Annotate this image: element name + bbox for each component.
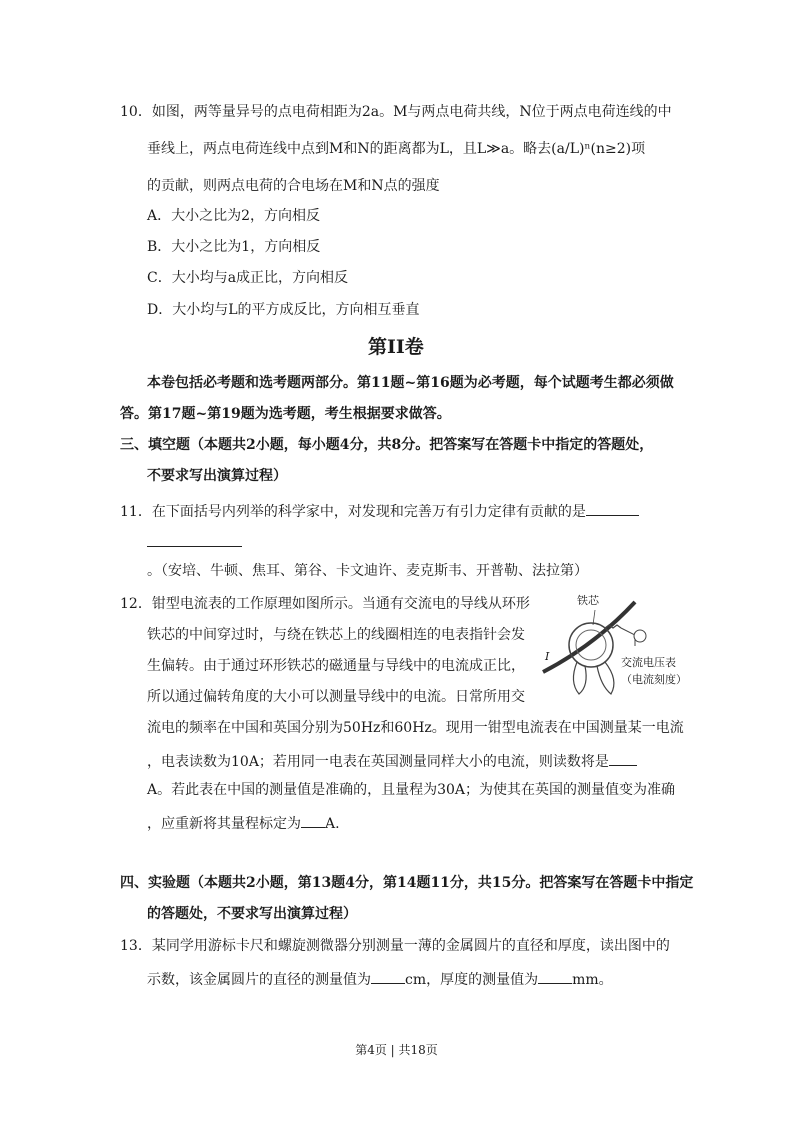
meter-lead	[621, 628, 635, 646]
q12-text-7: A。若此表在中国的测量值是准确的，且量程为30A；为使其在英国的测量值变为准确	[147, 782, 676, 798]
q12-line-1	[120, 594, 530, 614]
q11-text-1: 在下面括号内列举的科学家中，对发现和完善万有引力定律有贡献的是	[151, 504, 586, 520]
part3-heading-2: 不要求写出演算过程）	[147, 468, 287, 484]
q13-answer-blank-2[interactable]	[538, 967, 572, 984]
part3-heading-1: 三、填空题（本题共2小题，每小题4分，共8分。把答案写在答题卡中指定的答题处，	[120, 437, 654, 453]
section-intro-2: 答。第17题~第19题为选考题，考生根据要求做答。	[120, 406, 451, 422]
q11-line-1	[120, 499, 639, 522]
q12-line-6	[147, 749, 637, 772]
q12-text-4: 所以通过偏转角度的大小可以测量导线中的电流。日常所用交	[147, 689, 525, 705]
q10-option-d: D．大小均与L的平方成反比，方向相互垂直	[147, 302, 420, 318]
q10-text-2: 垂线上，两点电荷连线中点到M和N的距离都为L，且L≫a。略去(a/L)ⁿ(n≥2)项	[147, 141, 646, 157]
q10-option-c: C．大小均与a成正比，方向相反	[147, 270, 349, 286]
q10-option-b: B．大小之比为1，方向相反	[147, 239, 321, 255]
clamp-meter-figure	[535, 590, 695, 700]
q10-text-1: 如图，两等量异号的点电荷相距为2a。M与两点电荷共线，N位于两点电荷连线的中	[151, 104, 672, 120]
q10-number: 10．	[120, 104, 152, 120]
q12-number: 12．	[120, 596, 152, 612]
q10-option-a: A．大小之比为2，方向相反	[147, 208, 321, 224]
part4-heading-2: 的答题处，不要求写出演算过程）	[147, 906, 357, 922]
clamp-handle-right	[597, 662, 614, 694]
q12-text-8b: A.	[325, 816, 340, 832]
q13-line-2	[147, 967, 613, 990]
q10-line-1	[120, 102, 672, 122]
q12-text-5: 流电的频率在中国和英国分别为50Hz和60Hz。现用一钳型电流表在中国测量某一电流	[147, 720, 684, 736]
q12-answer-blank-2[interactable]	[301, 811, 325, 828]
q13-text-2b: cm，厚度的测量值为	[405, 972, 539, 988]
q13-text-2a: 示数，该金属圆片的直径的测量值为	[147, 972, 371, 988]
q12-line-8	[147, 811, 340, 834]
clamp-handle-left	[573, 662, 586, 694]
page-footer: 第4页 | 共18页	[355, 1043, 438, 1057]
q13-number: 13．	[120, 938, 152, 954]
q11-number: 11．	[120, 504, 152, 520]
q13-text-2c: mm。	[572, 972, 613, 988]
core-label: 铁芯	[577, 594, 599, 607]
q13-text-1: 某同学用游标卡尺和螺旋测微器分别测量一薄的金属圆片的直径和厚度，读出图中的	[151, 938, 670, 954]
q12-text-1: 钳型电流表的工作原理如图所示。当通有交流电的导线从环形	[151, 596, 530, 612]
q12-text-2: 铁芯的中间穿过时，与绕在铁芯上的线圈相连的电表指针会发	[147, 627, 525, 643]
q11-line-2	[147, 530, 242, 553]
q13-answer-blank-1[interactable]	[371, 967, 405, 984]
part4-heading-1: 四、实验题（本题共2小题，第13题4分，第14题11分，共15分。把答案写在答题卡中指定	[120, 875, 694, 891]
q11-text-3: 。（安培、牛顿、焦耳、第谷、卡文迪许、麦克斯韦、开普勒、法拉第）	[147, 563, 588, 579]
meter-label: 交流电压表	[621, 656, 676, 669]
q10-text-3: 的贡献，则两点电荷的合电场在M和N点的强度	[147, 178, 440, 194]
q11-answer-blank-2[interactable]	[147, 530, 242, 547]
q11-answer-blank-1[interactable]	[586, 499, 639, 516]
meter-scale-label: （电流刻度）	[621, 673, 687, 686]
q13-line-1	[120, 936, 670, 956]
core-ring-inner	[576, 630, 606, 660]
q12-text-3: 生偏转。由于通过环形铁芯的磁通量与导线中的电流成正比，	[147, 658, 525, 674]
current-label: I	[545, 650, 550, 663]
section-title: 第II卷	[368, 336, 424, 358]
q12-answer-blank-1[interactable]	[609, 749, 637, 766]
meter-icon	[634, 630, 646, 642]
q12-text-6: ，电表读数为10A；若用同一电表在英国测量同样大小的电流，则读数将是	[147, 754, 609, 770]
section-intro-1: 本卷包括必考题和选考题两部分。第11题~第16题为必考题，每个试题考生都必须做	[147, 375, 674, 391]
q12-text-8a: ，应重新将其量程标定为	[147, 816, 301, 832]
